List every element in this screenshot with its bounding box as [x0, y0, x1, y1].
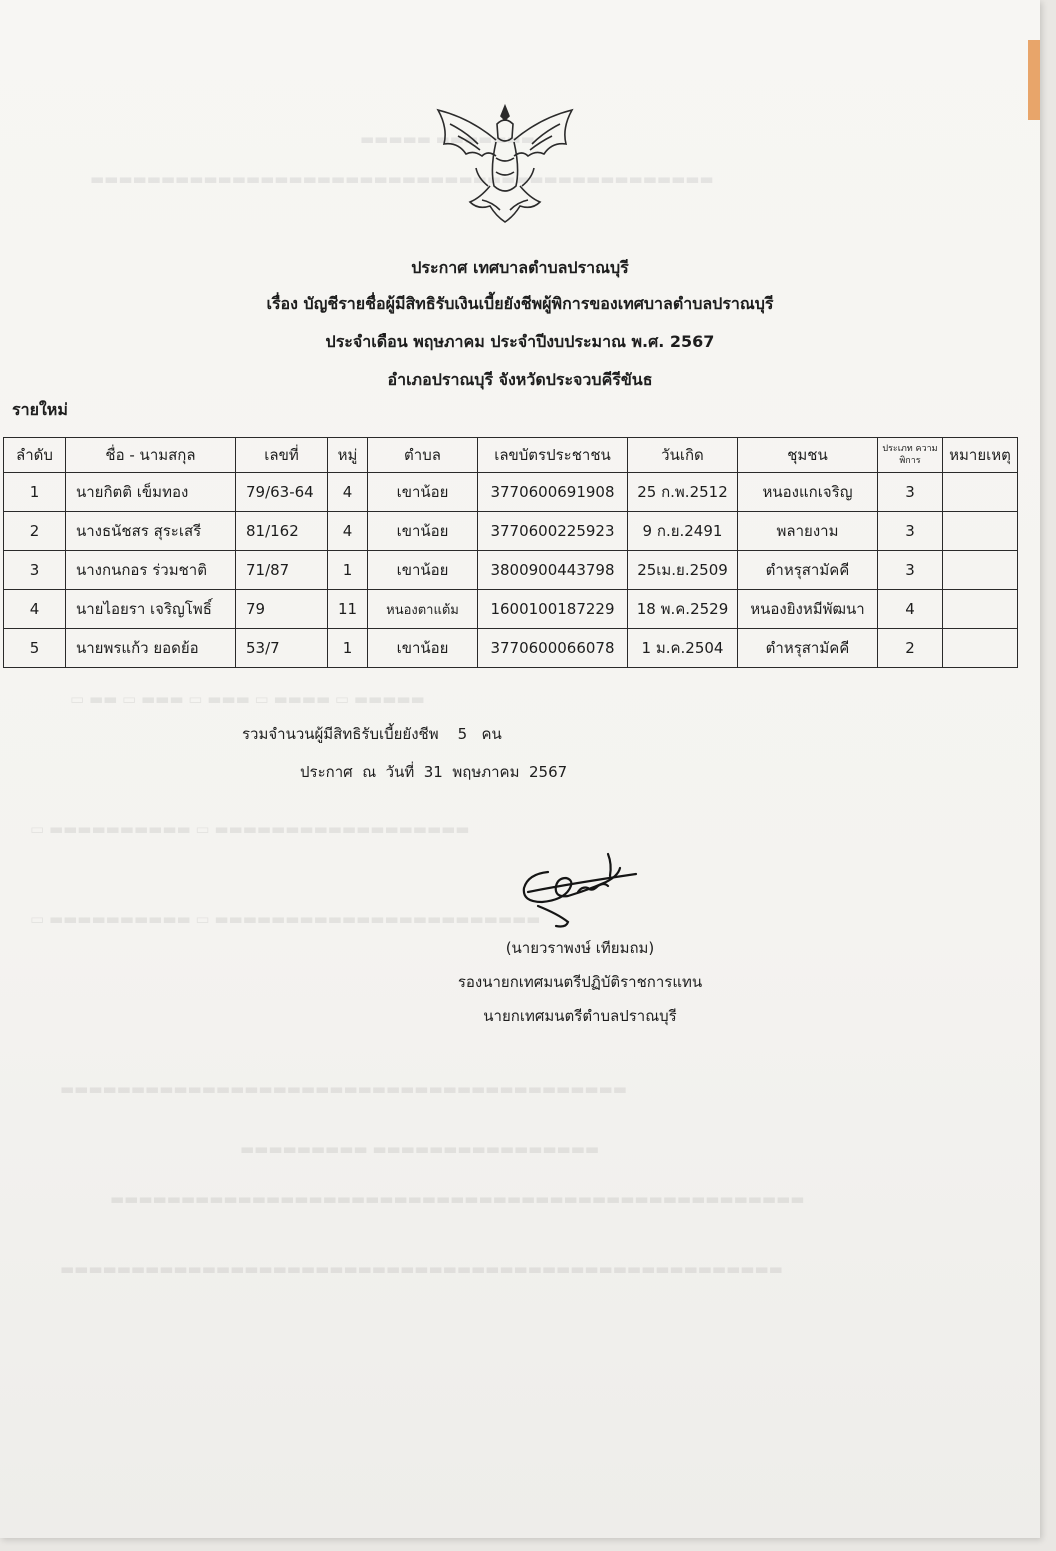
cell-community: พลายงาม	[738, 512, 878, 551]
cell-remark	[943, 590, 1018, 629]
table-row	[4, 551, 1018, 590]
col-header-disability-type: ประเภท ความพิการ	[878, 438, 943, 473]
cell-community: หนองยิงหมีพัฒนา	[738, 590, 878, 629]
bleed-through-text: ▬▬▬▬▬▬▬▬▬▬▬▬▬▬▬▬▬▬▬▬▬▬▬▬▬▬▬▬▬▬▬▬▬▬▬▬▬▬▬▬▬▬▬▬▬▬▬▬▬▬▬	[60, 1260, 783, 1278]
cell-community: ตำหรุสามัคคี	[738, 629, 878, 668]
cell-name: นายไอยรา เจริญโพธิ์	[66, 590, 236, 629]
col-header-order: ลำดับ	[4, 438, 66, 473]
cell-community: หนองแกเจริญ	[738, 473, 878, 512]
cell-moo: 1	[328, 551, 368, 590]
cell-disability-type: 4	[878, 590, 943, 629]
background-edge-strip	[1028, 40, 1040, 120]
bleed-through-text: ▭ ▬▬▬▬▬▬▬▬▬▬ ▭ ▬▬▬▬▬▬▬▬▬▬▬▬▬▬▬▬▬▬▬▬▬▬▬	[30, 910, 541, 928]
cell-moo: 11	[328, 590, 368, 629]
cell-house-no: 79	[236, 590, 328, 629]
cell-house-no: 81/162	[236, 512, 328, 551]
signatory-position: รองนายกเทศมนตรีปฏิบัติราชการแทน	[457, 973, 703, 991]
table-row	[4, 512, 1018, 551]
col-header-remark: หมายเหตุ	[943, 438, 1018, 473]
cell-name: นางธนัชสร สุระเสรี	[66, 512, 236, 551]
cell-id-card: 3800900443798	[478, 551, 628, 590]
cell-birth-date: 1 ม.ค.2504	[628, 629, 738, 668]
bleed-through-text: ▬▬▬▬▬ ▬▬▬▬▬▬▬	[360, 130, 535, 148]
total-count: รวมจำนวนผู้มีสิทธิรับเบี้ยยังชีพ 5 คน	[242, 725, 502, 743]
cell-id-card: 3770600066078	[478, 629, 628, 668]
cell-name: นายพรแก้ว ยอดย้อ	[66, 629, 236, 668]
col-header-moo: หมู่	[328, 438, 368, 473]
section-label: รายใหม่	[12, 400, 68, 419]
cell-subdistrict: เขาน้อย	[368, 473, 478, 512]
cell-subdistrict: เขาน้อย	[368, 512, 478, 551]
cell-community: ตำหรุสามัคคี	[738, 551, 878, 590]
handwritten-signature	[508, 842, 648, 932]
cell-subdistrict: เขาน้อย	[368, 551, 478, 590]
signatory-name: (นายวราพงษ์ เทียมถม)	[505, 939, 655, 957]
cell-disability-type: 3	[878, 512, 943, 551]
district-line: อำเภอปราณบุรี จังหวัดประจวบคีรีขันธ	[387, 370, 653, 389]
cell-disability-type: 2	[878, 629, 943, 668]
period-line: ประจำเดือน พฤษภาคม ประจำปีงบประมาณ พ.ศ. 2567	[325, 332, 715, 351]
bleed-through-text: ▭ ▬▬ ▭ ▬▬▬ ▭ ▬▬▬ ▭ ▬▬▬▬ ▭ ▬▬▬▬▬	[70, 690, 425, 708]
beneficiary-table	[3, 437, 1018, 668]
announcement-title: ประกาศ เทศบาลตำบลปราณบุรี	[411, 258, 629, 277]
cell-birth-date: 25 ก.พ.2512	[628, 473, 738, 512]
cell-id-card: 3770600691908	[478, 473, 628, 512]
cell-house-no: 71/87	[236, 551, 328, 590]
cell-order: 3	[4, 551, 66, 590]
col-header-community: ชุมชน	[738, 438, 878, 473]
cell-name: นางกนกอร ร่วมชาติ	[66, 551, 236, 590]
bleed-through-text: ▬▬▬▬▬▬▬▬▬▬▬▬▬▬▬▬▬▬▬▬▬▬▬▬▬▬▬▬▬▬▬▬▬▬▬▬▬▬▬▬▬▬▬▬	[90, 170, 714, 188]
cell-order: 1	[4, 473, 66, 512]
cell-remark	[943, 512, 1018, 551]
cell-moo: 1	[328, 629, 368, 668]
cell-disability-type: 3	[878, 551, 943, 590]
col-header-id-card: เลขบัตรประชาชน	[478, 438, 628, 473]
cell-house-no: 79/63-64	[236, 473, 328, 512]
col-header-subdistrict: ตำบล	[368, 438, 478, 473]
bleed-through-text: ▭ ▬▬▬▬▬▬▬▬▬▬ ▭ ▬▬▬▬▬▬▬▬▬▬▬▬▬▬▬▬▬▬	[30, 820, 470, 838]
cell-subdistrict: หนองตาแต้ม	[368, 590, 478, 629]
announcement-date: ประกาศ ณ วันที่ 31 พฤษภาคม 2567	[300, 763, 568, 781]
cell-remark	[943, 473, 1018, 512]
table-row	[4, 590, 1018, 629]
subject-line: เรื่อง บัญชีรายชื่อผู้มีสิทธิรับเงินเบี้ยยังชีพผู้พิการของเทศบาลตำบลปราณบุรี	[266, 294, 774, 313]
table-row	[4, 473, 1018, 512]
cell-birth-date: 25เม.ย.2509	[628, 551, 738, 590]
col-header-house-no: เลขที่	[236, 438, 328, 473]
cell-birth-date: 9 ก.ย.2491	[628, 512, 738, 551]
cell-order: 2	[4, 512, 66, 551]
cell-remark	[943, 629, 1018, 668]
cell-birth-date: 18 พ.ค.2529	[628, 590, 738, 629]
bleed-through-text: ▬▬▬▬▬▬▬▬▬▬▬▬▬▬▬▬▬▬▬▬▬▬▬▬▬▬▬▬▬▬▬▬▬▬▬▬▬▬▬▬	[60, 1080, 627, 1098]
cell-remark	[943, 551, 1018, 590]
cell-moo: 4	[328, 473, 368, 512]
cell-order: 5	[4, 629, 66, 668]
cell-id-card: 3770600225923	[478, 512, 628, 551]
table-header-row	[4, 438, 1018, 473]
col-header-birth-date: วันเกิด	[628, 438, 738, 473]
cell-moo: 4	[328, 512, 368, 551]
cell-subdistrict: เขาน้อย	[368, 629, 478, 668]
col-header-name: ชื่อ - นามสกุล	[66, 438, 236, 473]
bleed-through-text: ▬▬▬▬▬▬▬▬▬▬▬▬▬▬▬▬▬▬▬▬▬▬▬▬▬▬▬▬▬▬▬▬▬▬▬▬▬▬▬▬▬▬▬▬▬▬▬▬▬	[110, 1190, 805, 1208]
cell-name: นายกิตติ เข็มทอง	[66, 473, 236, 512]
cell-id-card: 1600100187229	[478, 590, 628, 629]
cell-order: 4	[4, 590, 66, 629]
bleed-through-text: ▬▬▬▬▬▬▬▬▬ ▬▬▬▬▬▬▬▬▬▬▬▬▬▬▬▬	[240, 1140, 600, 1158]
cell-house-no: 53/7	[236, 629, 328, 668]
table-row	[4, 629, 1018, 668]
cell-disability-type: 3	[878, 473, 943, 512]
garuda-emblem	[430, 98, 580, 228]
signatory-position-on-behalf: นายกเทศมนตรีตำบลปราณบุรี	[483, 1007, 677, 1025]
